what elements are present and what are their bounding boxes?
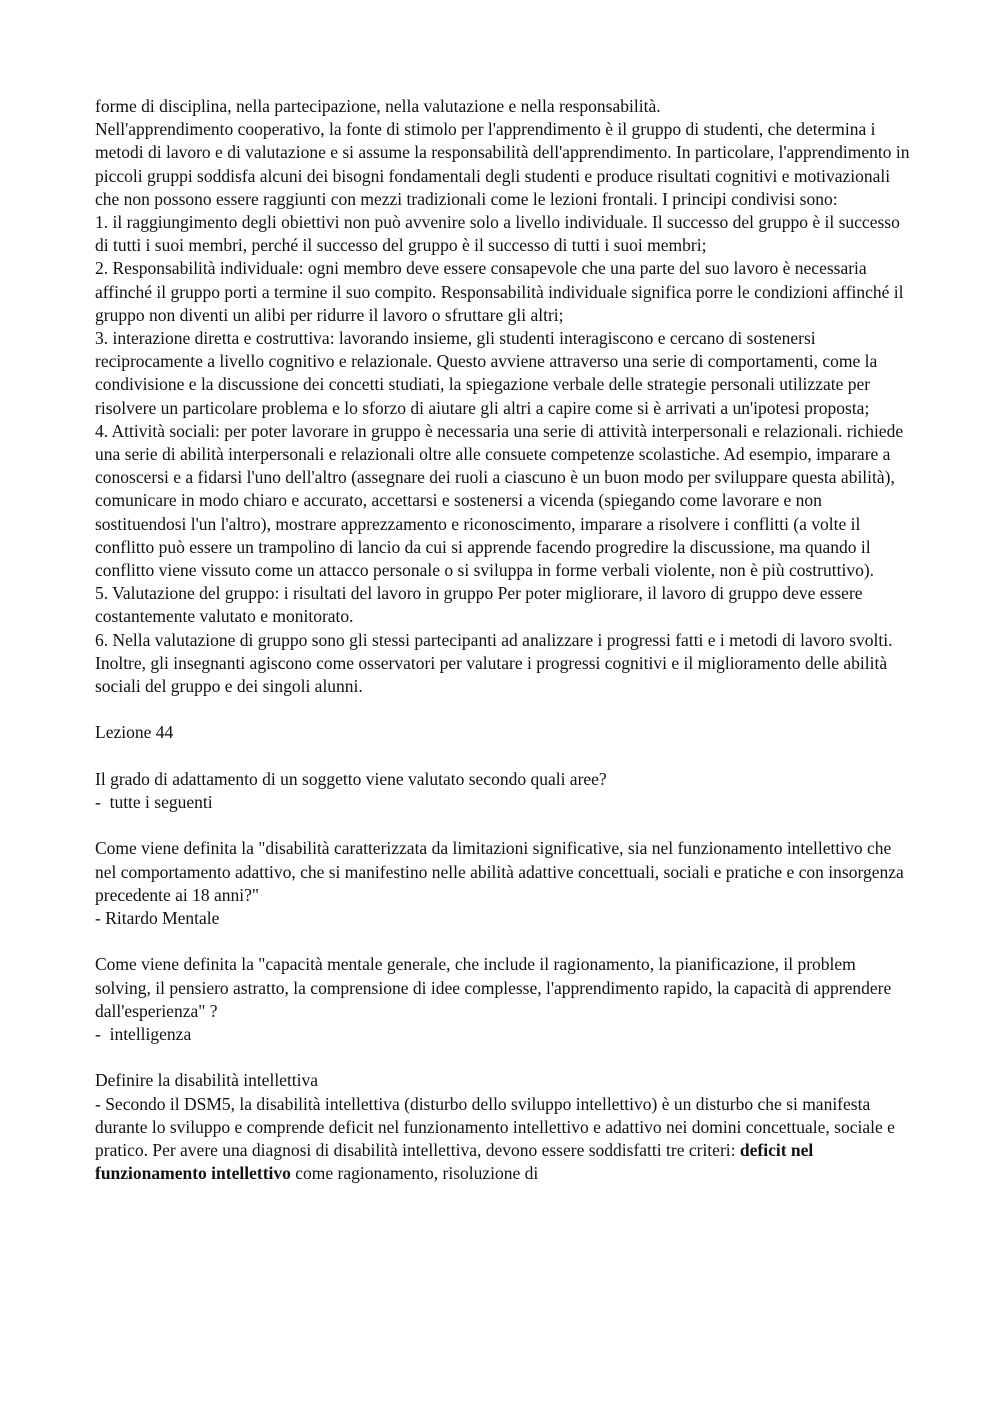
answer-1: - tutte i seguenti <box>95 792 213 813</box>
answer-2: - Ritardo Mentale <box>95 908 220 929</box>
principle-item-3: 3. interazione diretta e costruttiva: lavorando insieme, gli studenti interagiscono e cercano di sostenersi reciprocamente a livello cognitivo e relazionale. Questo avviene attraverso una serie di comportamenti, come la condivisione e la discussione dei concetti studiati, la spiegazione verbale delle strategie personali utilizzate per risolvere un particolare problema e lo sforzo di aiutare gli altri a capire come si è arrivati a un'ipotesi proposta; <box>95 328 882 418</box>
principle-item-5: 5. Valutazione del gruppo: i risultati del lavoro in gruppo Per poter migliorare, il lavoro di gruppo deve essere costantemente valutato e monitorato. <box>95 583 867 627</box>
answer-4-text-start: - Secondo il DSM5, la disabilità intellettiva (disturbo dello sviluppo intellettivo) è un disturbo che si manifesta durante lo sviluppo e comprende deficit nel funzionamento intellettivo e adattivo nei domini concettuale, sociale e pratico. Per avere una diagnosi di disabilità intellettiva, devono essere soddisfatti tre criteri: <box>95 1093 900 1161</box>
question-2: Come viene definita la "disabilità caratterizzata da limitazioni significative, sia nel funzionamento intellettivo che nel comportamento adattivo, che si manifestino nelle abilità adattive concettuali, sociali e pratiche e con insorgenza precedente ai 18 anni?" <box>95 838 909 905</box>
question-3: Come viene definita la "capacità mentale generale, che include il ragionamento, la pianificazione, il problem solving, il pensiero astratto, la comprensione di idee complesse, l'apprendimento rapido, la capacità di apprendere dall'esperienza" ? <box>95 954 896 1021</box>
blank-line <box>95 698 910 721</box>
answer-4 <box>95 1093 910 1186</box>
principle-item-4: 4. Attività sociali: per poter lavorare in gruppo è necessaria una serie di attività interpersonali e relazionali. richiede una serie di abilità interpersonali e relazionali oltre alle consuete competenze scolastiche. Ad esempio, imparare a conoscersi e a fidarsi l'uno dell'altro (assegnare dei ruoli a ciascuno è un buon modo per sviluppare questa abilità), comunicare in modo chiaro e accurato, accettarsi e sostenersi a vicenda (spiegando come lavorare e non sostituendosi l'un l'altro), mostrare apprezzamento e riconoscimento, imparare a risolvere i conflitti (a volte il conflitto può essere un trampolino di lancio da cui si apprende facendo progredire la discussione, ma quando il conflitto viene vissuto come un attacco personale o si sviluppa in forme verbali violente, non è più costruttivo). <box>95 420 908 581</box>
question-1: Il grado di adattamento di un soggetto viene valutato secondo quali aree? <box>95 768 607 789</box>
blank-line <box>95 930 910 953</box>
answer-3: - intelligenza <box>95 1024 192 1045</box>
principle-item-6: 6. Nella valutazione di gruppo sono gli stessi partecipanti ad analizzare i progressi fatti e i metodi di lavoro svolti. Inoltre, gli insegnanti agiscono come osservatori per valutare i progressi cognitivi e il miglioramento delle abilità sociali del gruppo e dei singoli alunni. <box>95 629 897 697</box>
blank-line <box>95 814 910 837</box>
principle-item-2: 2. Responsabilità individuale: ogni membro deve essere consapevole che una parte del suo lavoro è necessaria affinché il gruppo porti a termine il suo compito. Responsabilità individuale significa porre le condizioni affinché il gruppo non diventi un alibi per ridurre il lavoro o sfruttare gli altri; <box>95 258 908 325</box>
intro-paragraph-2: Nell'apprendimento cooperativo, la fonte di stimolo per l'apprendimento è il gruppo di studenti, che determina i metodi di lavoro e di valutazione e si assume la responsabilità dell'apprendimento. In particolare, l'apprendimento in piccoli gruppi soddisfa alcuni dei bisogni fondamentali degli studenti e produce risultati cognitivi e motivazionali che non possono essere raggiunti con mezzi tradizionali come le lezioni frontali. I principi condivisi sono: <box>95 119 914 209</box>
blank-line <box>95 1046 910 1069</box>
answer-4-bold-term: deficit nel funzionamento intellettivo <box>95 1140 818 1184</box>
blank-line <box>95 745 910 768</box>
lesson-heading: Lezione 44 <box>95 722 174 743</box>
question-4: Definire la disabilità intellettiva <box>95 1070 319 1091</box>
intro-paragraph-1: forme di disciplina, nella partecipazione, nella valutazione e nella responsabilità. <box>95 96 661 116</box>
principle-item-1: 1. il raggiungimento degli obiettivi non può avvenire solo a livello individuale. Il successo del gruppo è il successo di tutti i suoi membri, perché il successo del gruppo è il successo di tutti i suoi membri; <box>95 212 905 256</box>
document-page <box>95 95 914 1185</box>
answer-4-text-end: come ragionamento, risoluzione di <box>290 1163 539 1184</box>
